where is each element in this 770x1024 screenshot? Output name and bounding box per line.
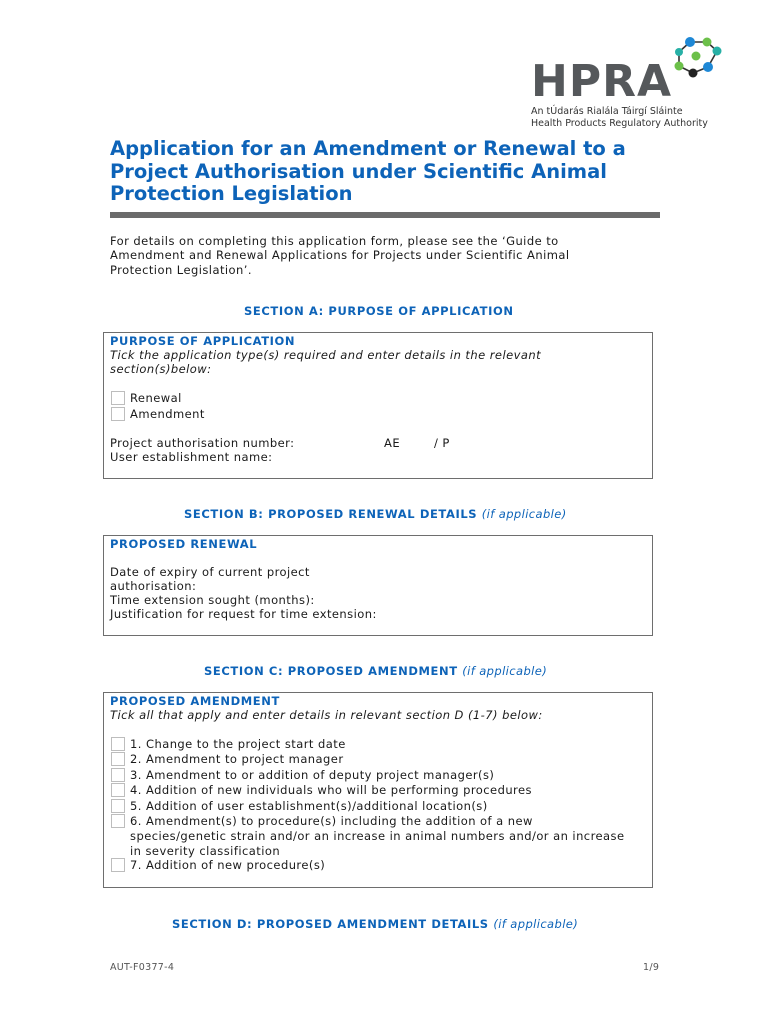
amendment-item-label: 6. Amendment(s) to procedure(s) including the addition of a new <box>130 814 533 828</box>
amendment-item-checkbox[interactable] <box>111 814 125 828</box>
title-line: Application for an Amendment or Renewal to a <box>110 137 626 160</box>
establishment-name-label: User establishment name: <box>110 450 273 464</box>
amendment-item-checkbox[interactable] <box>111 858 125 872</box>
intro-line: Protection Legislation’. <box>110 262 252 277</box>
amendment-item-checkbox[interactable] <box>111 752 125 766</box>
renewal-label: Renewal <box>130 391 182 405</box>
form-code: AUT-F0377-4 <box>110 962 175 973</box>
logo-wordmark: HPRA <box>531 56 673 107</box>
title-divider <box>110 212 660 218</box>
section-b-heading <box>184 507 567 521</box>
section-a-heading: SECTION A: PURPOSE OF APPLICATION <box>244 304 514 318</box>
intro-paragraph <box>110 234 630 277</box>
purpose-box-title: PURPOSE OF APPLICATION <box>110 334 296 348</box>
amendment-item-label: 3. Amendment to or addition of deputy project manager(s) <box>130 768 495 782</box>
logo-irish-name: An tÚdarás Rialála Táirgí Sláinte <box>531 106 683 117</box>
justification-label: Justification for request for time extension: <box>110 607 377 621</box>
amendment-instruction: Tick all that apply and enter details in relevant section D (1-7) below: <box>110 708 543 722</box>
renewal-box-title: PROPOSED RENEWAL <box>110 537 258 551</box>
expiry-date-label: Date of expiry of current project <box>110 565 310 579</box>
time-extension-label: Time extension sought (months): <box>110 593 315 607</box>
section-d-heading <box>172 917 578 931</box>
amendment-item-label: 2. Amendment to project manager <box>130 752 344 766</box>
renewal-checkbox[interactable] <box>111 391 125 405</box>
section-b-heading-text: SECTION B: PROPOSED RENEWAL DETAILS <box>184 507 478 521</box>
section-c-qualifier: (if applicable) <box>462 664 548 678</box>
amendment-item-label: 4. Addition of new individuals who will be performing procedures <box>130 783 532 797</box>
amendment-item-label-cont: in severity classification <box>130 844 281 858</box>
authorisation-p-field[interactable]: / P <box>434 436 450 450</box>
page-number: 1/9 <box>643 962 660 973</box>
amendment-checkbox[interactable] <box>111 407 125 421</box>
title-line: Protection Legislation <box>110 182 353 205</box>
purpose-instruction: section(s)below: <box>110 362 212 376</box>
page-title <box>110 138 670 206</box>
intro-line: For details on completing this application form, please see the ‘Guide to <box>110 234 559 248</box>
amendment-item-label: 5. Addition of user establishment(s)/additional location(s) <box>130 799 488 813</box>
section-c-heading <box>204 664 547 678</box>
purpose-instruction: Tick the application type(s) required and enter details in the relevant <box>110 348 542 362</box>
amendment-item-label: 1. Change to the project start date <box>130 737 346 751</box>
section-d-heading-text: SECTION D: PROPOSED AMENDMENT DETAILS <box>172 917 489 931</box>
amendment-item-checkbox[interactable] <box>111 768 125 782</box>
title-line: Project Authorisation under Scientific Animal <box>110 159 607 183</box>
authorisation-ae-prefix[interactable]: AE <box>384 436 401 450</box>
amendment-item-label-cont: species/genetic strain and/or an increase in animal numbers and/or an increase <box>130 829 625 843</box>
section-d-qualifier: (if applicable) <box>493 917 579 931</box>
amendment-item-checkbox[interactable] <box>111 799 125 813</box>
molecule-icon <box>665 35 723 80</box>
logo-english-name: Health Products Regulatory Authority <box>531 118 708 129</box>
intro-line: Amendment and Renewal Applications for Projects under Scientific Animal <box>110 248 570 263</box>
section-b-qualifier: (if applicable) <box>481 507 567 521</box>
amendment-box-title: PROPOSED AMENDMENT <box>110 694 280 708</box>
amendment-item-label: 7. Addition of new procedure(s) <box>130 858 326 872</box>
section-c-heading-text: SECTION C: PROPOSED AMENDMENT <box>204 664 458 678</box>
amendment-item-checkbox[interactable] <box>111 783 125 797</box>
amendment-label: Amendment <box>130 407 205 421</box>
authorisation-number-label: Project authorisation number: <box>110 436 295 450</box>
expiry-date-label: authorisation: <box>110 579 197 593</box>
amendment-item-checkbox[interactable] <box>111 737 125 751</box>
